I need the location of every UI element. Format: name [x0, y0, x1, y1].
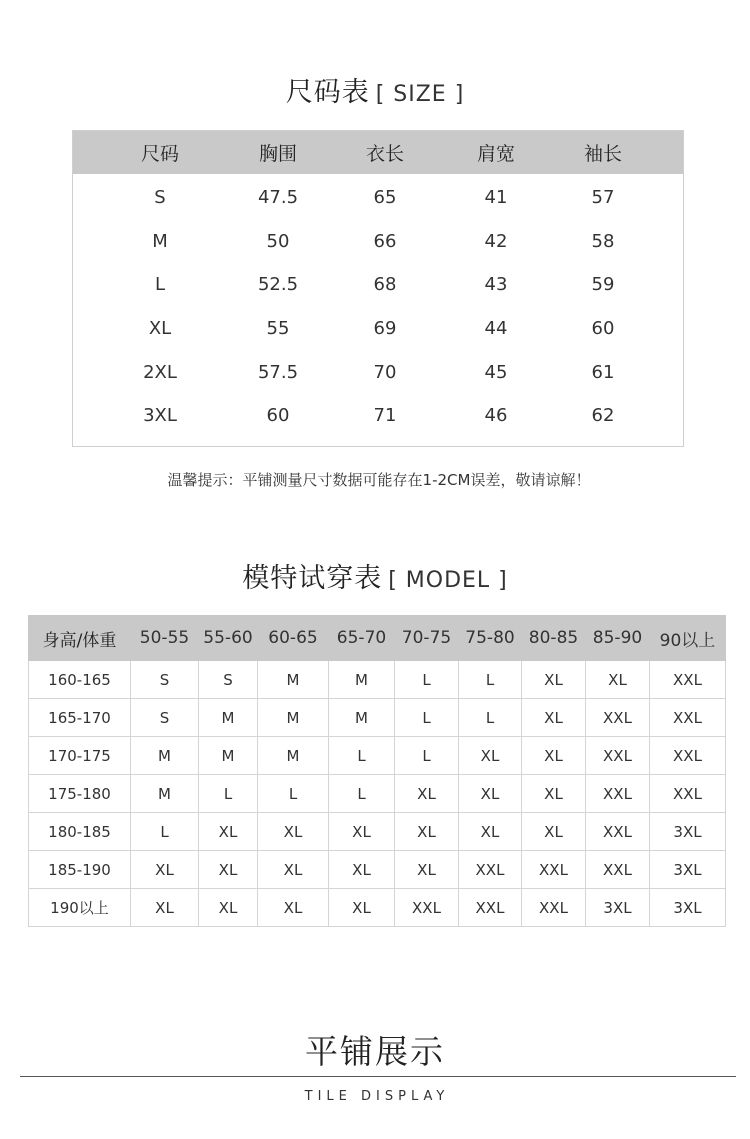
- header-weight-range: 80-85: [522, 616, 586, 661]
- size-cell: XL: [131, 851, 199, 889]
- size-cell-col-3: 41: [484, 187, 508, 209]
- size-cell-col-2: 66: [373, 230, 397, 252]
- size-cell: XL: [329, 813, 395, 851]
- size-table-row: [73, 394, 683, 438]
- size-cell: XL: [329, 889, 395, 927]
- size-cell: M: [199, 699, 258, 737]
- size-cell: XXL: [650, 775, 726, 813]
- size-cell: 3XL: [650, 889, 726, 927]
- size-cell: 3XL: [650, 851, 726, 889]
- size-cell: M: [258, 661, 329, 699]
- size-table-row: [73, 220, 683, 264]
- model-chart-title-cn: 模特试穿表: [242, 563, 383, 594]
- size-cell: L: [395, 737, 459, 775]
- size-header-col-4: 袖长: [583, 143, 622, 165]
- size-cell: XL: [395, 775, 459, 813]
- size-cell: XL: [199, 813, 258, 851]
- header-weight-range: 55-60: [199, 616, 258, 661]
- model-chart-title-en: [ MODEL ]: [388, 568, 508, 593]
- header-weight-range: 75-80: [459, 616, 522, 661]
- size-cell: XL: [199, 889, 258, 927]
- size-cell-col-1: 47.5: [257, 187, 299, 209]
- size-cell: XL: [258, 889, 329, 927]
- size-cell-col-1: 50: [266, 230, 290, 252]
- size-header-col-2: 衣长: [365, 143, 404, 165]
- size-cell: XXL: [650, 661, 726, 699]
- size-table-row: [73, 307, 683, 351]
- height-range-cell: 165-170: [29, 699, 131, 737]
- size-cell-col-4: 59: [591, 274, 615, 296]
- size-table-header: [73, 131, 683, 174]
- size-cell: XL: [522, 661, 586, 699]
- size-cell: XXL: [395, 889, 459, 927]
- size-cell-col-0: 2XL: [143, 361, 177, 383]
- size-cell: XXL: [522, 889, 586, 927]
- size-cell: M: [258, 737, 329, 775]
- size-cell: M: [131, 775, 199, 813]
- size-cell-col-4: 60: [591, 318, 615, 340]
- size-cell: XXL: [522, 851, 586, 889]
- size-cell: 3XL: [650, 813, 726, 851]
- table-row: [29, 775, 726, 813]
- size-cell: XL: [459, 775, 522, 813]
- model-table-header: [29, 616, 726, 661]
- size-cell: M: [329, 699, 395, 737]
- size-cell: XL: [199, 851, 258, 889]
- size-cell: XL: [329, 851, 395, 889]
- size-cell-col-3: 46: [484, 405, 508, 427]
- size-cell: XL: [258, 813, 329, 851]
- size-cell: XL: [459, 737, 522, 775]
- table-row: [29, 889, 726, 927]
- size-cell: XXL: [586, 775, 650, 813]
- size-cell-col-1: 52.5: [257, 274, 299, 296]
- size-cell: L: [329, 737, 395, 775]
- size-cell-col-2: 69: [373, 318, 397, 340]
- size-cell: XL: [522, 775, 586, 813]
- size-chart-title: [0, 70, 750, 109]
- model-chart-title: [0, 556, 750, 595]
- height-range-cell: 160-165: [29, 661, 131, 699]
- size-cell-col-4: 61: [591, 361, 615, 383]
- size-cell-col-2: 65: [373, 187, 397, 209]
- size-cell: L: [329, 775, 395, 813]
- table-row: [29, 699, 726, 737]
- model-table-body: [29, 661, 726, 927]
- tile-display-subtitle: TILE DISPLAY: [304, 1089, 450, 1104]
- size-table-body: [73, 174, 683, 438]
- size-cell: S: [131, 699, 199, 737]
- size-chart-title-en: [ SIZE ]: [375, 82, 465, 107]
- size-cell-col-2: 71: [373, 405, 397, 427]
- size-cell-col-4: 58: [591, 230, 615, 252]
- header-height-weight: 身高/体重: [29, 616, 131, 661]
- size-cell: M: [258, 699, 329, 737]
- size-cell: XXL: [459, 889, 522, 927]
- header-weight-range: 70-75: [395, 616, 459, 661]
- divider-line: [20, 1076, 736, 1077]
- height-range-cell: 190以上: [29, 889, 131, 927]
- size-cell: XXL: [586, 699, 650, 737]
- header-weight-range: 65-70: [329, 616, 395, 661]
- header-weight-range: 60-65: [258, 616, 329, 661]
- header-weight-range: 85-90: [586, 616, 650, 661]
- size-cell-col-3: 42: [484, 230, 508, 252]
- size-cell: L: [199, 775, 258, 813]
- tile-display-title: 平铺展示: [305, 1032, 445, 1071]
- height-range-cell: 180-185: [29, 813, 131, 851]
- header-weight-range: 90以上: [650, 616, 726, 661]
- header-weight-range: 50-55: [131, 616, 199, 661]
- size-cell: M: [199, 737, 258, 775]
- size-chart-title-cn: 尺码表: [285, 77, 370, 108]
- size-cell-col-3: 45: [484, 361, 508, 383]
- table-row: [29, 661, 726, 699]
- size-cell-col-2: 68: [373, 274, 397, 296]
- size-cell: L: [459, 699, 522, 737]
- size-cell: XXL: [586, 851, 650, 889]
- size-cell-col-2: 70: [373, 361, 397, 383]
- size-cell-col-3: 44: [484, 318, 508, 340]
- size-cell-col-1: 57.5: [257, 361, 299, 383]
- size-cell: S: [131, 661, 199, 699]
- measurement-note: 温馨提示：平铺测量尺寸数据可能存在1-2CM误差，敬请谅解！: [167, 471, 591, 489]
- size-cell: XXL: [459, 851, 522, 889]
- size-cell-col-1: 60: [266, 405, 290, 427]
- size-table-row: [73, 350, 683, 394]
- size-cell: XL: [459, 813, 522, 851]
- size-cell: XL: [522, 737, 586, 775]
- size-cell: XL: [395, 813, 459, 851]
- size-cell: XXL: [650, 737, 726, 775]
- size-cell: L: [395, 699, 459, 737]
- size-table: [72, 130, 684, 447]
- table-row: [29, 851, 726, 889]
- height-range-cell: 170-175: [29, 737, 131, 775]
- size-cell: XL: [522, 813, 586, 851]
- size-cell: XL: [258, 851, 329, 889]
- size-cell-col-0: XL: [148, 318, 172, 340]
- size-cell-col-0: S: [154, 187, 166, 209]
- size-cell: XXL: [586, 813, 650, 851]
- size-cell: L: [131, 813, 199, 851]
- size-cell-col-4: 62: [591, 405, 615, 427]
- size-cell: L: [258, 775, 329, 813]
- size-cell-col-0: M: [152, 230, 168, 252]
- size-cell: L: [395, 661, 459, 699]
- size-cell: XXL: [650, 699, 726, 737]
- size-cell: XL: [586, 661, 650, 699]
- size-cell-col-0: 3XL: [143, 405, 177, 427]
- model-fit-table: [28, 615, 726, 927]
- size-cell: XL: [395, 851, 459, 889]
- size-cell: M: [131, 737, 199, 775]
- size-cell-col-0: L: [154, 274, 166, 296]
- size-cell: S: [199, 661, 258, 699]
- size-cell: 3XL: [586, 889, 650, 927]
- table-row: [29, 737, 726, 775]
- size-cell-col-1: 55: [266, 318, 290, 340]
- size-cell: XL: [131, 889, 199, 927]
- size-header-col-3: 肩宽: [476, 143, 515, 165]
- size-header-col-1: 胸围: [258, 143, 297, 165]
- size-cell: M: [329, 661, 395, 699]
- size-cell: XXL: [586, 737, 650, 775]
- size-header-col-0: 尺码: [140, 143, 179, 165]
- height-range-cell: 175-180: [29, 775, 131, 813]
- size-cell-col-4: 57: [591, 187, 615, 209]
- size-table-row: [73, 176, 683, 220]
- size-cell: XL: [522, 699, 586, 737]
- size-table-row: [73, 263, 683, 307]
- height-range-cell: 185-190: [29, 851, 131, 889]
- size-cell-col-3: 43: [484, 274, 508, 296]
- table-row: [29, 813, 726, 851]
- size-cell: L: [459, 661, 522, 699]
